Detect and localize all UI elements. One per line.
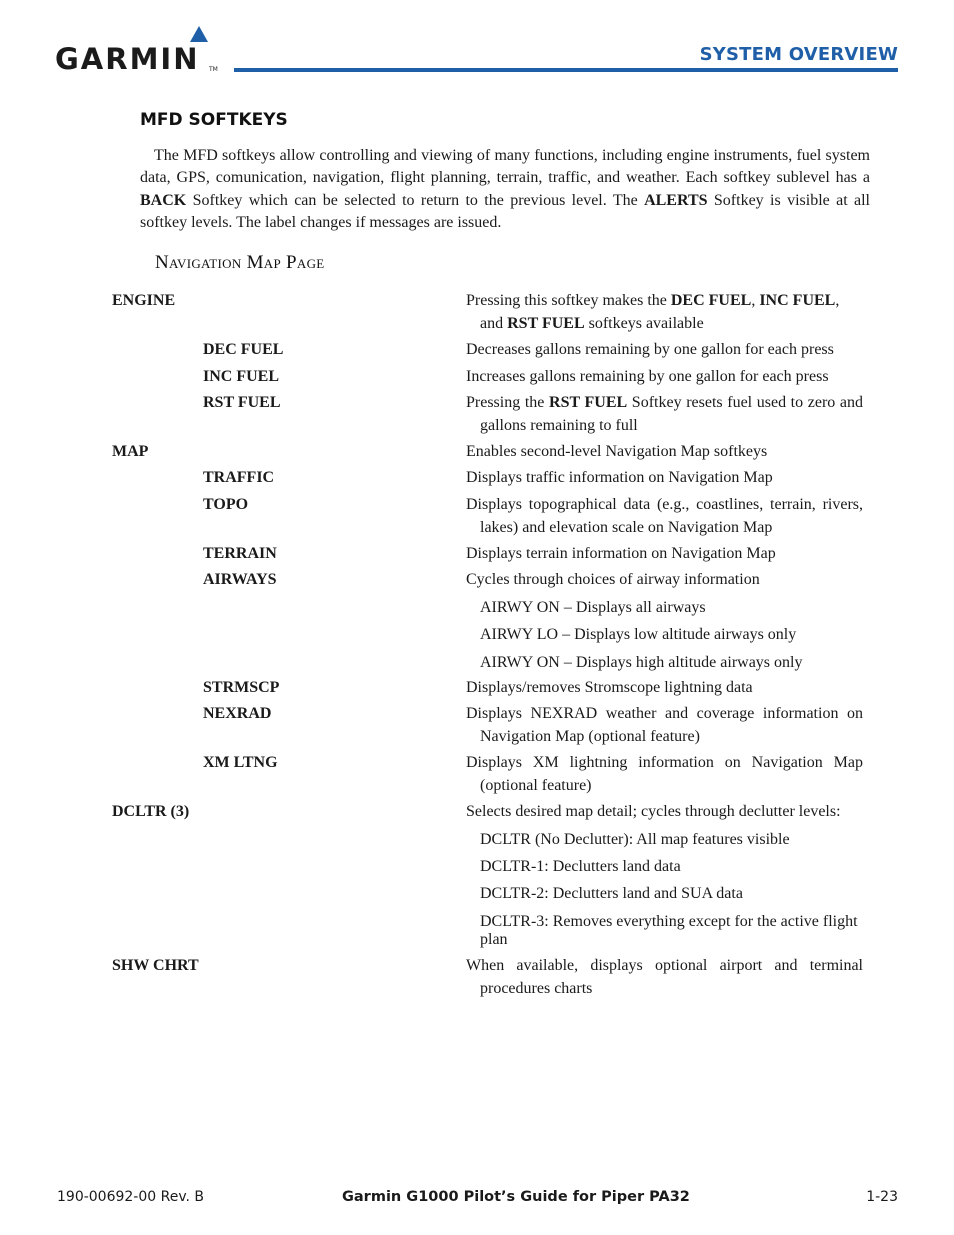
softkey-traffic: TRAFFIC [203,469,275,486]
airways-option: AIRWY ON – Displays high altitude airways only [480,654,803,671]
softkey-engine: ENGINE [112,292,176,309]
dcltr-option: DCLTR-3: Removes everything except for the active flight plan [480,913,858,948]
section-title: SYSTEM OVERVIEW [699,44,898,65]
airways-option: AIRWY ON – Displays all airways [480,599,706,616]
softkey-dcltr-desc: Selects desired map detail; cycles through declutter levels: [466,803,841,820]
softkey-airways-desc: Cycles through choices of airway information [466,571,760,588]
footer-doc-number: 190-00692-00 Rev. B [57,1189,205,1205]
softkey-dec-fuel: DEC FUEL [203,341,284,358]
softkey-engine-desc: Pressing this softkey makes the DEC FUEL, INC FUEL, and RST FUEL softkeys available [466,292,840,332]
softkey-map: MAP [112,443,149,460]
back-keyword: BACK [140,191,187,209]
softkey-strmscp-desc: Displays/removes Stromscope lightning data [466,679,753,696]
softkey-nexrad-desc: Displays NEXRAD weather and coverage information on Navigation Map (optional feature) [466,705,863,745]
softkey-dec-fuel-desc: Decreases gallons remaining by one gallon for each press [466,341,834,358]
dcltr-option: DCLTR (No Declutter): All map features visible [480,831,790,848]
softkey-terrain: TERRAIN [203,545,277,562]
subheading: Navigation Map Page [155,252,325,273]
softkey-xm-ltng: XM LTNG [203,754,278,771]
softkey-topo-desc: Displays topographical data (e.g., coastlines, terrain, rivers, lakes) and elevation scale on Navigation Map [466,496,863,536]
footer-title: Garmin G1000 Pilot’s Guide for Piper PA32 [342,1189,690,1205]
softkey-map-desc: Enables second-level Navigation Map softkeys [466,443,768,460]
softkey-nexrad: NEXRAD [203,705,272,722]
page-heading: MFD SOFTKEYS [140,110,288,130]
dcltr-option: DCLTR-1: Declutters land data [480,858,681,875]
softkey-shw-chrt: SHW CHRT [112,957,199,974]
softkey-inc-fuel-desc: Increases gallons remaining by one gallon for each press [466,368,829,385]
alerts-keyword: ALERTS [644,191,708,209]
softkey-xm-ltng-desc: Displays XM lightning information on Navigation Map (optional feature) [466,754,863,794]
softkey-rst-fuel: RST FUEL [203,394,281,411]
logo-trademark: TM [209,66,218,73]
airways-option: AIRWY LO – Displays low altitude airways only [480,626,797,643]
dcltr-option: DCLTR-2: Declutters land and SUA data [480,885,743,902]
footer-page-number: 1-23 [866,1189,898,1205]
logo-text: GARMIN [55,42,200,76]
softkey-airways: AIRWAYS [203,571,277,588]
softkey-strmscp: STRMSCP [203,679,280,696]
softkey-topo: TOPO [203,496,249,513]
softkey-rst-fuel-desc: Pressing the RST FUEL Softkey resets fuel used to zero and gallons remaining to full [466,394,864,434]
softkey-terrain-desc: Displays terrain information on Navigation Map [466,545,776,562]
softkey-inc-fuel: INC FUEL [203,368,280,385]
softkey-dcltr: DCLTR (3) [112,803,190,820]
softkey-traffic-desc: Displays traffic information on Navigation Map [466,469,773,486]
intro-paragraph: The MFD softkeys allow controlling and viewing of many functions, including engine instruments, fuel system data, GPS, comunication, navigation, flight planning, terrain, traffic, and weather. Each softkey sublevel has a BACK Softkey which can be selected to return to the previous level. The ALERTS Softkey is visible at all softkey levels. The label changes if messages are issued. [140,147,871,231]
softkey-shw-chrt-desc: When available, displays optional airport and terminal procedures charts [466,957,863,997]
